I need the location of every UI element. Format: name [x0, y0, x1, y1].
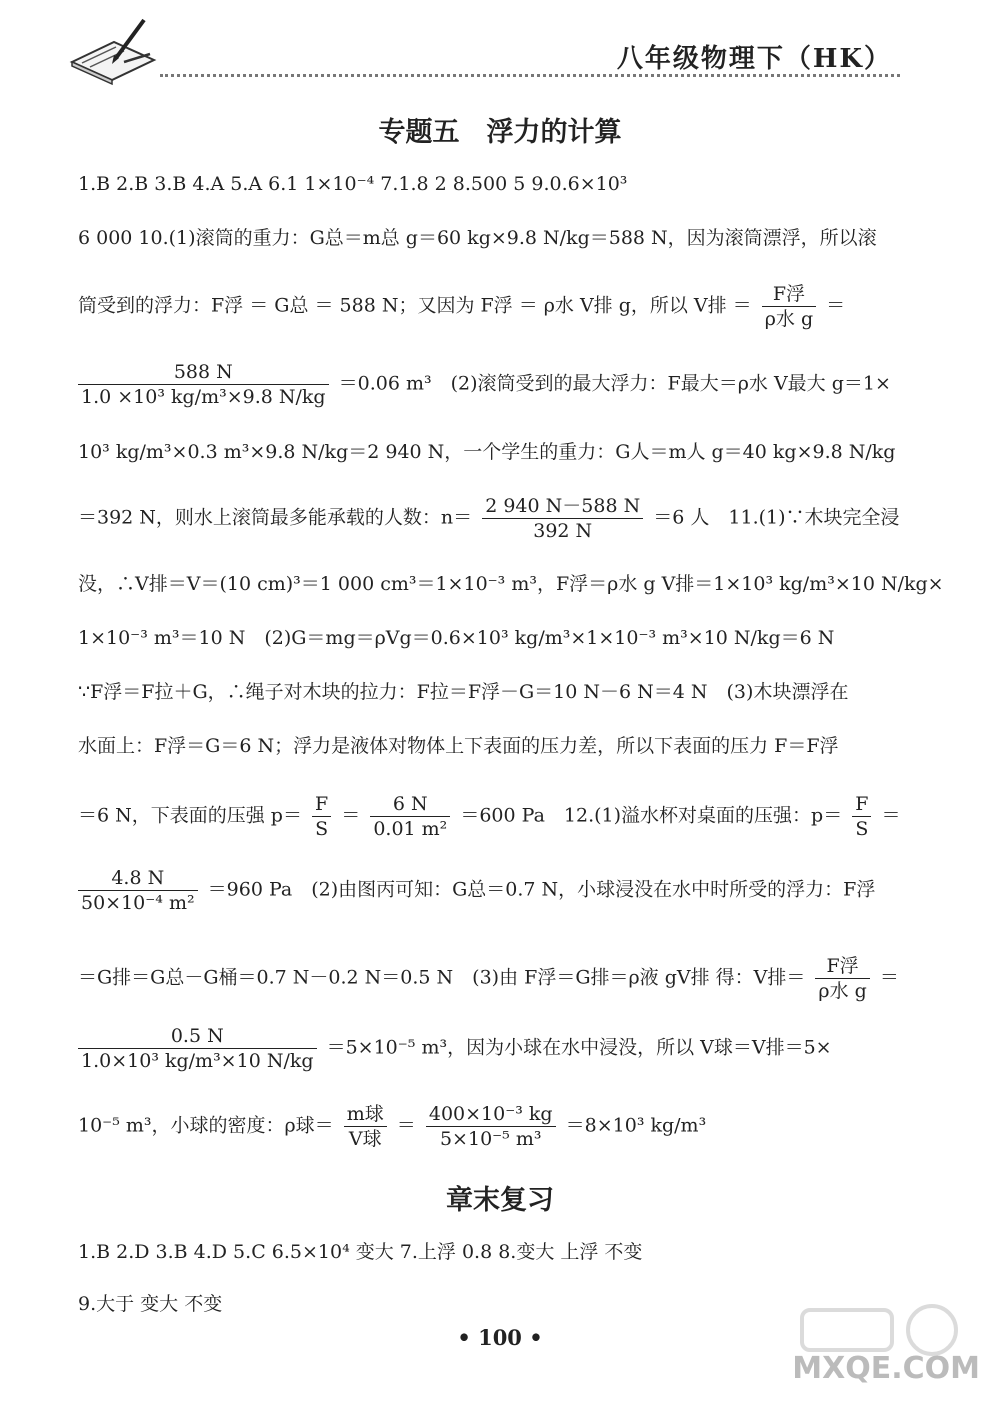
- answer-line: [78, 954, 899, 1003]
- text-run: ＝G排＝G总－G桶＝0.7 N－0.2 N＝0.5 N (3)由 F浮＝G排＝ρ液 gV排 得：V排＝: [78, 966, 806, 989]
- pencil-notebook-icon: [68, 14, 158, 86]
- denominator: 0.01 m²: [373, 818, 448, 840]
- answer-line: 1.B 2.D 3.B 4.D 5.C 6.5×10⁴ 变大 7.上浮 0.8 8.变大 上浮 不变: [78, 1241, 643, 1263]
- denominator: S: [855, 818, 869, 840]
- numerator: 588 N: [78, 360, 329, 385]
- fraction: [852, 792, 871, 841]
- fraction: [370, 792, 450, 841]
- answer-line: 10³ kg/m³×0.3 m³×9.8 N/kg＝2 940 N，一个学生的重力：G人＝m人 g＝40 kg×9.8 N/kg: [78, 441, 896, 463]
- denominator: S: [315, 818, 329, 840]
- fraction: [78, 866, 198, 915]
- answer-line: 没，∴V排＝V＝(10 cm)³＝1 000 cm³＝1×10⁻³ m³，F浮＝ρ水 g V排＝1×10³ kg/m³×10 N/kg×: [78, 573, 944, 595]
- numerator: 400×10⁻³ kg: [426, 1102, 556, 1127]
- answer-line: 6 000 10.(1)滚筒的重力：G总＝m总 g＝60 kg×9.8 N/kg＝588 N，因为滚筒漂浮，所以滚: [78, 227, 877, 249]
- denominator: 1.0×10³ kg/m³×10 N/kg: [81, 1050, 314, 1072]
- numerator: F浮: [815, 954, 869, 979]
- text-run: 筒受到的浮力：F浮 ＝ G总 ＝ 588 N；又因为 F浮 ＝ ρ水 V排 g，所以 V排 ＝: [78, 294, 752, 317]
- answer-line: 9.大于 变大 不变: [78, 1293, 223, 1315]
- answer-line: 水面上：F浮＝G＝6 N；浮力是液体对物体上下表面的压力差，所以下表面的压力 F＝F浮: [78, 735, 839, 757]
- text-run: ＝960 Pa (2)由图丙可知：G总＝0.7 N，小球浸没在水中时所受的浮力：F浮: [207, 878, 876, 901]
- header-divider: [160, 74, 900, 77]
- text-run: 10⁻⁵ m³，小球的密度：ρ球＝: [78, 1114, 334, 1137]
- text-run: ＝5×10⁻⁵ m³，因为小球在水中浸没，所以 V球＝V排＝5×: [326, 1036, 832, 1059]
- numerator: F: [312, 792, 331, 817]
- answer-line: [78, 282, 845, 331]
- fraction: [426, 1102, 556, 1151]
- page-number: • 100 •: [457, 1325, 543, 1350]
- denominator: 1.0 ×10³ kg/m³×9.8 N/kg: [81, 386, 326, 408]
- denominator: ρ水 g: [818, 980, 867, 1002]
- numerator: F浮: [762, 282, 816, 307]
- answer-line: [78, 494, 900, 543]
- answer-line: 1×10⁻³ m³＝10 N (2)G＝mg＝ρVg＝0.6×10³ kg/m³×1×10⁻³ m³×10 N/kg＝6 N: [78, 627, 835, 649]
- answer-line: [78, 866, 875, 915]
- section-title-buoyancy: 专题五 浮力的计算: [378, 117, 622, 148]
- text-run: ＝: [341, 804, 361, 827]
- text-run: ＝0.06 m³ (2)滚筒受到的最大浮力：F最大＝ρ水 V最大 g＝1×: [338, 372, 891, 395]
- text-run: ＝6 人 11.(1)∵木块完全浸: [653, 506, 900, 529]
- numerator: m球: [344, 1102, 387, 1127]
- fraction: [815, 954, 869, 1003]
- denominator: V球: [348, 1128, 382, 1150]
- fraction: [762, 282, 816, 331]
- text-run: ＝: [881, 804, 901, 827]
- answer-line: 1.B 2.B 3.B 4.A 5.A 6.1 1×10⁻⁴ 7.1.8 2 8.500 5 9.0.6×10³: [78, 173, 628, 195]
- text-run: ＝: [879, 966, 899, 989]
- book-title: 八年级物理下（HK）: [616, 44, 892, 74]
- text-run: ＝6 N，下表面的压强 p＝: [78, 804, 302, 827]
- numerator: F: [852, 792, 871, 817]
- numerator: 6 N: [370, 792, 450, 817]
- answer-line: [78, 1024, 832, 1073]
- answer-line: [78, 1102, 706, 1151]
- numerator: 0.5 N: [78, 1024, 317, 1049]
- fraction: [344, 1102, 387, 1151]
- text-run: ＝600 Pa 12.(1)溢水杯对桌面的压强：p＝: [460, 804, 843, 827]
- denominator: 50×10⁻⁴ m²: [81, 892, 195, 914]
- answer-line: [78, 792, 901, 841]
- text-run: ＝8×10³ kg/m³: [565, 1114, 707, 1137]
- denominator: ρ水 g: [764, 308, 814, 330]
- text-run: ＝392 N，则水上滚筒最多能承载的人数：n＝: [78, 506, 473, 529]
- watermark-text: MXQE.COM: [792, 1351, 980, 1386]
- answer-line: [78, 360, 891, 409]
- section-title-review: 章末复习: [446, 1185, 554, 1216]
- answer-line: ∵F浮＝F拉＋G，∴绳子对木块的拉力：F拉＝F浮－G＝10 N－6 N＝4 N (3)木块漂浮在: [78, 681, 849, 703]
- numerator: 4.8 N: [78, 866, 198, 891]
- denominator: 392 N: [533, 520, 593, 542]
- text-run: ＝: [396, 1114, 416, 1137]
- fraction: [78, 1024, 317, 1073]
- text-run: ＝: [826, 294, 846, 317]
- denominator: 5×10⁻⁵ m³: [439, 1128, 542, 1150]
- page-header: [0, 0, 1000, 100]
- fraction: [312, 792, 331, 841]
- fraction: [482, 494, 643, 543]
- fraction: [78, 360, 329, 409]
- numerator: 2 940 N－588 N: [482, 494, 643, 519]
